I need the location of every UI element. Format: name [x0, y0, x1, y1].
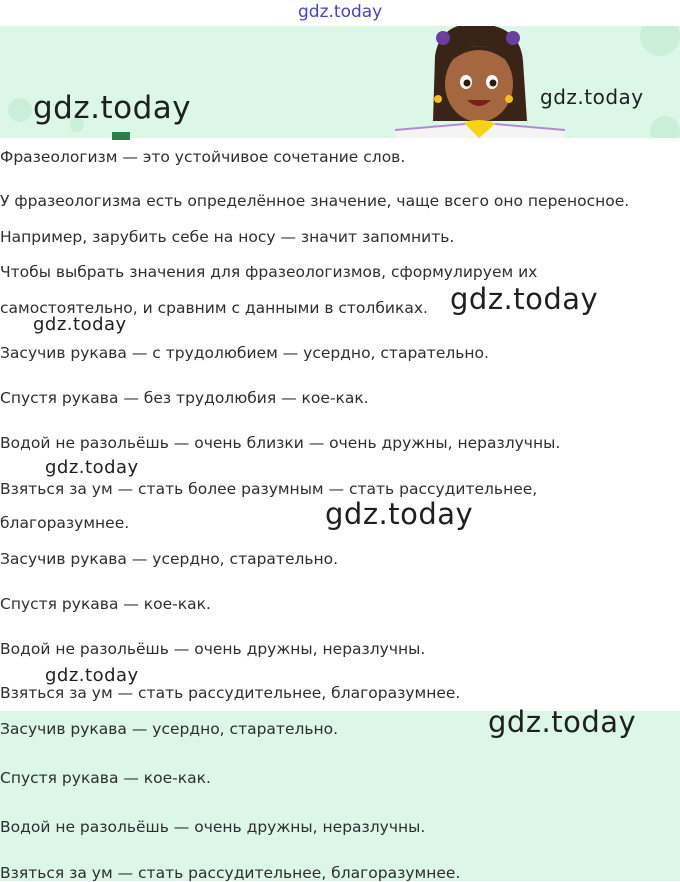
watermark: gdz.today — [540, 85, 644, 109]
text-line: Фразеологизм — это устойчивое сочетание слов. — [0, 148, 406, 166]
watermark: gdz.today — [325, 497, 474, 531]
watermark: gdz.today — [45, 457, 139, 478]
text-line: Засучив рукава — с трудолюбием — усердно, старательно. — [0, 344, 489, 362]
decor-bubble — [640, 26, 680, 56]
text-line: Водой не разольёшь — очень близки — очень дружны, неразлучны. — [0, 434, 561, 452]
text-line: Взяться за ум — стать рассудительнее, благоразумнее. — [0, 864, 461, 882]
text-line: Спустя рукава — кое-как. — [0, 595, 211, 613]
watermark: gdz.today — [488, 705, 637, 739]
decor-square — [112, 132, 130, 140]
text-line: благоразумнее. — [0, 514, 130, 532]
girl-reading-illustration — [395, 26, 565, 138]
decor-bubble — [650, 116, 680, 138]
top-watermark: gdz.today — [298, 2, 383, 22]
text-line: Например, зарубить себе на носу — значит запомнить. — [0, 228, 455, 246]
top-bar — [0, 0, 680, 26]
text-line: Чтобы выбрать значения для фразеологизмов, сформулируем их — [0, 263, 538, 281]
text-line: Засучив рукава — усердно, старательно. — [0, 720, 339, 738]
watermark: gdz.today — [33, 90, 192, 126]
decor-bubble — [8, 98, 32, 122]
text-line: Взяться за ум — стать более разумным — стать рассудительнее, — [0, 480, 538, 498]
text-line: Водой не разольёшь — очень дружны, неразлучны. — [0, 640, 426, 658]
watermark: gdz.today — [33, 314, 127, 335]
text-line: Водой не разольёшь — очень дружны, неразлучны. — [0, 818, 426, 836]
text-line: Спустя рукава — кое-как. — [0, 769, 211, 787]
watermark: gdz.today — [450, 282, 599, 316]
watermark: gdz.today — [45, 665, 139, 686]
text-line: самостоятельно, и сравним с данными в столбиках. — [0, 299, 428, 317]
text-line: У фразеологизма есть определённое значение, чаще всего оно переносное. — [0, 192, 630, 210]
text-line: Спустя рукава — без трудолюбия — кое-как. — [0, 389, 369, 407]
text-line: Взяться за ум — стать рассудительнее, благоразумнее. — [0, 684, 461, 702]
text-line: Засучив рукава — усердно, старательно. — [0, 550, 339, 568]
